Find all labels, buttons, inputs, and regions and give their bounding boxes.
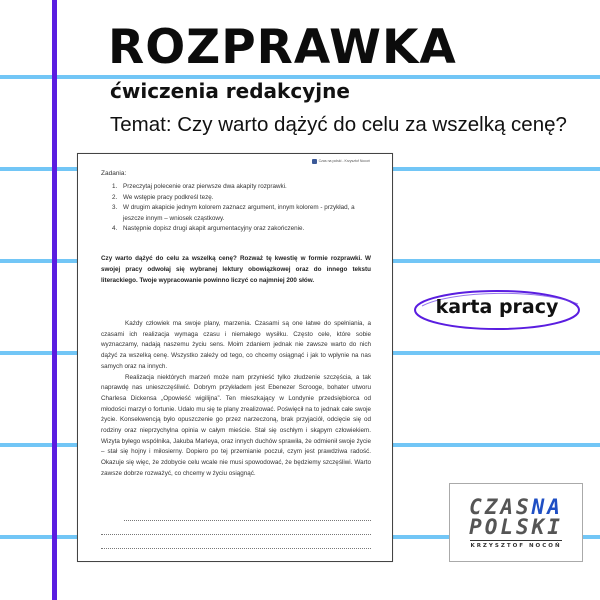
essay-paragraph: Każdy człowiek ma swoje plany, marzenia. Czasami są one łatwe do spełniania, a czasami ich realizacja wymaga czasu i niemałego wysiłku. Często cele, które sobie wyznaczamy, nadają naszemu życiu sens. Moim zdaniem jednak nie zawsze warto do nich dążyć za wszelką cenę. Wszystko zależy od tego, co chcemy osiągnąć i jak to wpłynie na nas samych oraz na innych. xyxy=(101,320,371,370)
tasks-list xyxy=(112,182,362,235)
essay-prompt: Czy warto dążyć do celu za wszelką cenę? Rozważ tę kwestię w formie rozprawki. W swojej pracy odwołaj się wybranej lektury obowiązkowej oraz do innego tekstu literackiego. Twoje wypracowanie powinno liczyć co najmniej 200 słów. xyxy=(101,255,371,284)
topic-line: Temat: Czy warto dążyć do celu za wszelką cenę? xyxy=(110,113,567,136)
answer-line xyxy=(124,520,371,521)
essay-body xyxy=(101,319,371,480)
answer-line xyxy=(101,534,371,535)
doc-header xyxy=(312,156,370,166)
facebook-icon xyxy=(312,159,317,164)
logo-na: NA xyxy=(531,494,563,519)
essay-paragraph: Realizacja niektórych marzeń może nam przynieść tylko złudzenie szczęścia, a tak naprawdę nas unieszczęśliwić. Dobrym przykładem jest Ebenezer Scrooge, bohater utworu Charlesa Dickensa „Opowieść wigilijna”. Ten mieszkający w Londynie przedsiębiorca od młodości marzył o fortunie. Udało mu się te plany zrealizować. Poświęcił na to jednak całe swoje życie. Konsekwencją było opuszczenie go przez narzeczoną, brak przyjaciół, odcięcie się od rodziny oraz nieprzychylna opinia w całym mieście. Stał się oschłym i skąpym człowiekiem. Wizyta byłego wspólnika, Jakuba Marleya, oraz innych duchów sprawiła, że odmienił swoje życie – stał się hojny i miłosierny. Dopiero po tej przemianie poczuł, czym jest prawdziwa radość. Okazuje się więc, że zdobycie celu wcale nie musi spowodować, że będziemy szczęśliwi. Warto zawsze dobrze rozważyć, co chcemy w życiu osiągnąć. xyxy=(101,373,371,477)
logo-author: KRZYSZTOF NOCOŃ xyxy=(470,540,561,549)
doc-header-text: Czas na polski - Krzysztof Nocoń xyxy=(318,159,370,163)
task-number: 3. xyxy=(112,204,118,211)
task-number: 4. xyxy=(112,225,118,232)
badge-label: karta pracy xyxy=(435,296,559,318)
task-item xyxy=(112,193,362,204)
brand-logo xyxy=(449,483,583,562)
task-number: 2. xyxy=(112,193,118,201)
page-subtitle: ćwiczenia redakcyjne xyxy=(110,79,350,103)
worksheet-preview xyxy=(77,153,393,562)
logo-czas: CZAS xyxy=(469,494,532,519)
page-title: ROZPRAWKA xyxy=(108,20,457,75)
logo-line-2: POLSKI xyxy=(469,514,563,539)
task-item xyxy=(112,203,362,224)
task-number: 1. xyxy=(112,183,118,190)
task-text: We wstępie pracy podkreśl tezę. xyxy=(123,193,214,201)
margin-line-vertical xyxy=(52,0,57,600)
task-text: Następnie dopisz drugi akapit argumentacyjny oraz zakończenie. xyxy=(123,225,305,232)
task-item xyxy=(112,224,362,235)
tasks-label: Zadania: xyxy=(101,170,127,177)
task-item xyxy=(112,182,362,193)
logo-line-1 xyxy=(469,494,563,519)
worksheet-badge xyxy=(412,288,582,332)
task-text: Przeczytaj polecenie oraz pierwsze dwa akapity rozprawki. xyxy=(123,183,287,190)
answer-line xyxy=(101,548,371,549)
task-text: W drugim akapicie jednym kolorem zaznacz argument, innym kolorem - przykład, a jeszcze innym – wniosek cząstkowy. xyxy=(123,204,355,222)
